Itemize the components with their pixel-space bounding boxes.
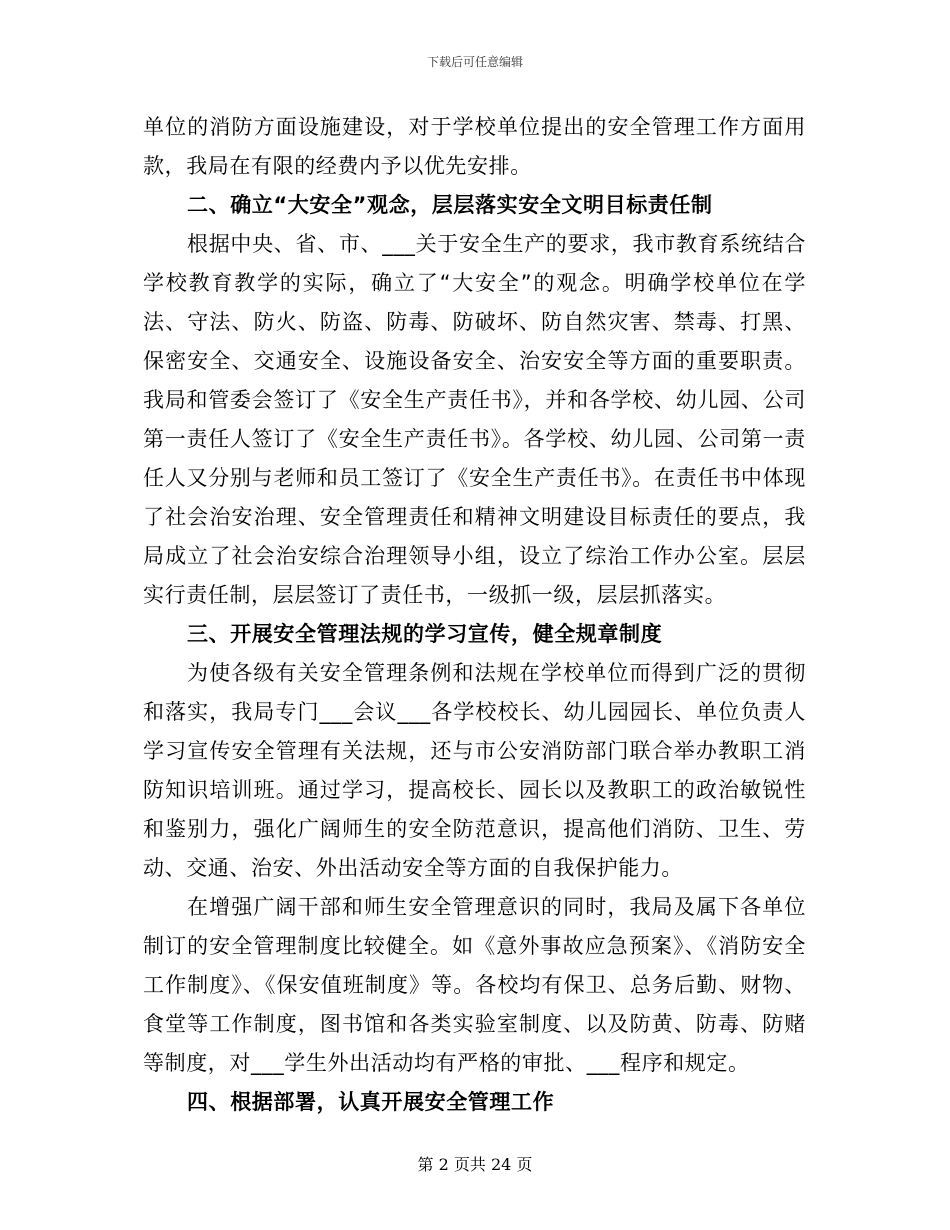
paragraph-continued: 单位的消防方面设施建设，对于学校单位提出的安全管理工作方面用款，我局在有限的经费内予以优先安排。: [143, 115, 806, 178]
page-number: 第 2 页共 24 页: [417, 1155, 533, 1174]
paragraph-section-2: 根据中央、省、市、___关于安全生产的要求，我市教育系统结合学校教育教学的实际，确立了“大安全”的观念。明确学校单位在学法、守法、防火、防盗、防毒、防破坏、防自然灾害、禁毒、打黑、保密安全、交通安全、设施设备安全、治安安全等方面的重要职责。我局和管委会签订了《安全生产责任书》，并和各学校、幼儿园、公司第一责任人签订了《安全生产责任书》。各学校、幼儿园、公司第一责任人又分别与老师和员工签订了《安全生产责任书》。在责任书中体现了社会治安治理、安全管理责任和精神文明建设目标责任的要点，我局成立了社会治安综合治理领导小组，设立了综治工作办公室。层层实行责任制，层层签订了责任书，一级抓一级，层层抓落实。: [143, 232, 806, 607]
paragraph-section-3-b: 在增强广阔干部和师生安全管理意识的同时，我局及属下各单位制订的安全管理制度比较健全。如《意外事故应急预案》、《消防安全工作制度》、《保安值班制度》等。各校均有保卫、总务后勤、财物、食堂等工作制度，图书馆和各类实验室制度、以及防黄、防毒、防赌等制度，对___学生外出活动均有严格的审批、___程序和规定。: [143, 895, 806, 1075]
header-note: 下载后可任意编辑: [426, 55, 523, 69]
section-heading-2: 二、确立“大安全”观念，层层落实安全文明目标责任制: [187, 193, 713, 217]
section-heading-4: 四、根据部署，认真开展安全管理工作: [187, 1090, 555, 1114]
section-heading-3: 三、开展安全管理法规的学习宣传，健全规章制度: [187, 622, 663, 646]
document-body: [143, 108, 806, 1122]
paragraph-section-3-a: 为使各级有关安全管理条例和法规在学校单位而得到广泛的贯彻和落实，我局专门___会议___各学校校长、幼儿园园长、单位负责人学习宣传安全管理有关法规，还与市公安消防部门联合举办教职工消防知识培训班。通过学习，提高校长、园长以及教职工的政治敏锐性和鉴别力，强化广阔师生的安全防范意识，提高他们消防、卫生、劳动、交通、治安、外出活动安全等方面的自我保护能力。: [143, 661, 806, 880]
